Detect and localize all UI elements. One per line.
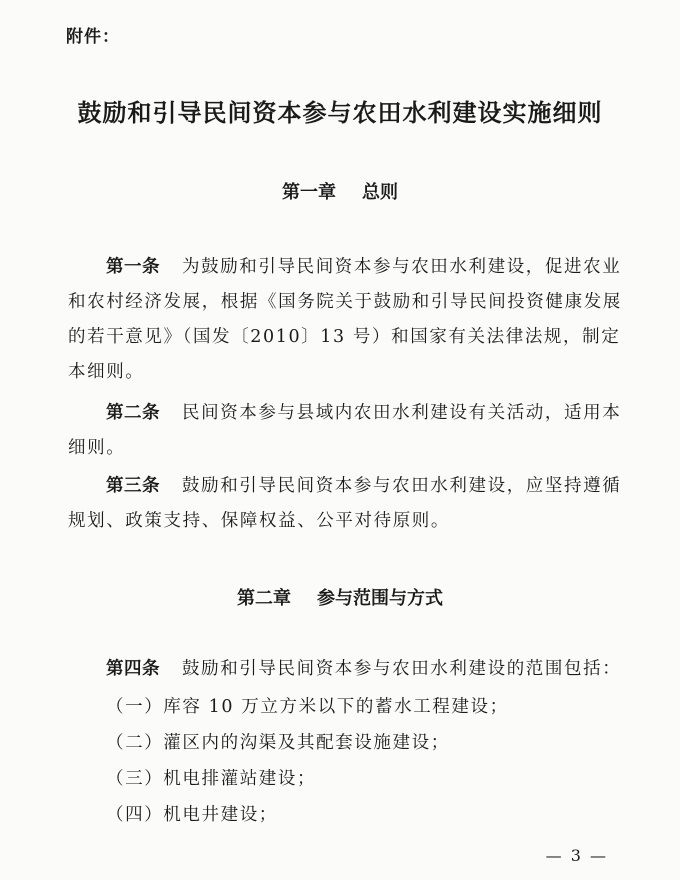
scope-item: （二）灌区内的沟渠及其配套设施建设； — [106, 733, 450, 753]
scope-item: （四）机电井建设； — [106, 805, 278, 825]
chapter-1-number: 第一章 — [282, 182, 336, 203]
scope-item: （三）机电排灌站建设； — [106, 769, 317, 789]
article-1-text: 为鼓励和引导民间资本参与农田水利建设，促进农业和农村经济发展，根据《国务院关于鼓励和引导民间投资健康发展的若干意见》（国发〔2010〕13 号）和国家有关法律法规，制定本细则。 — [68, 257, 622, 382]
document-title: 鼓励和引导民间资本参与农田水利建设实施细则 — [77, 99, 603, 127]
article-1-heading: 第一条 — [106, 257, 160, 277]
article-3-heading: 第三条 — [106, 476, 160, 496]
chapter-2-heading — [0, 584, 680, 610]
article-2-heading: 第二条 — [106, 403, 160, 423]
chapter-2-number: 第二章 — [237, 588, 291, 609]
article-4-text: 鼓励和引导民间资本参与农田水利建设的范围包括： — [182, 659, 622, 679]
article-2-text: 民间资本参与县域内农田水利建设有关活动，适用本细则。 — [68, 403, 622, 458]
article-2 — [68, 396, 624, 466]
page-number: — 3 — — [545, 846, 608, 865]
scope-list — [106, 689, 509, 833]
chapter-1-heading — [0, 178, 680, 204]
article-1 — [68, 250, 624, 390]
article-4-heading: 第四条 — [106, 659, 160, 679]
scope-item: （一）库容 10 万立方米以下的蓄水工程建设； — [106, 697, 509, 717]
chapter-1-name: 总则 — [362, 182, 398, 203]
article-3-text: 鼓励和引导民间资本参与农田水利建设，应坚持遵循规划、政策支持、保障权益、公平对待原则。 — [68, 476, 622, 531]
attachment-label: 附件： — [66, 27, 120, 47]
article-3 — [68, 469, 624, 539]
chapter-2-name: 参与范围与方式 — [317, 588, 443, 609]
article-4 — [68, 652, 624, 687]
